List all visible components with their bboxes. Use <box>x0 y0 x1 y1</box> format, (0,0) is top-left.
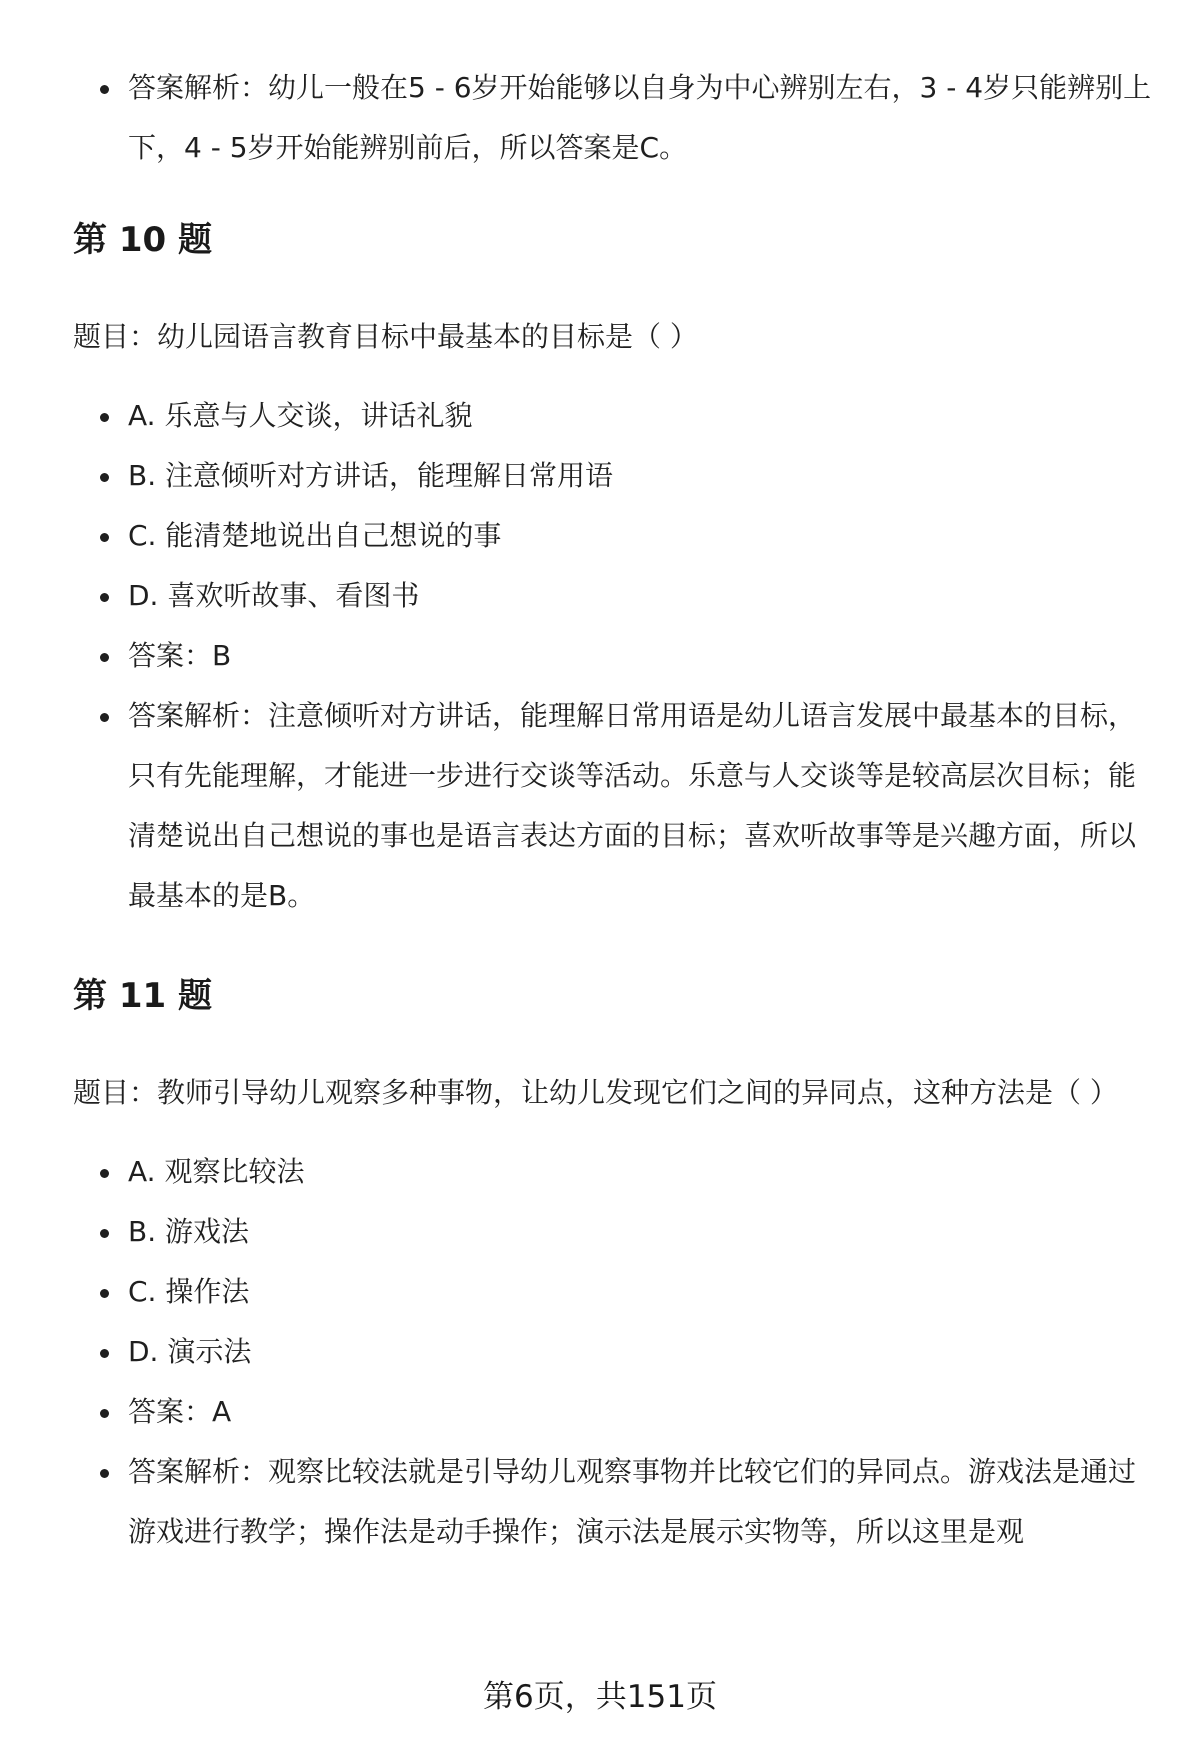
question-10-option-b: B. 注意倾听对方讲话，能理解日常用语 <box>73 446 1163 506</box>
question-10-option-a: A. 乐意与人交谈，讲话礼貌 <box>73 386 1163 446</box>
question-10-option-d: D. 喜欢听故事、看图书 <box>73 566 1163 626</box>
question-11-stem: 题目：教师引导幼儿观察多种事物，让幼儿发现它们之间的异同点，这种方法是（ ） <box>73 1076 1118 1109</box>
question-11-option-b: B. 游戏法 <box>73 1202 1163 1262</box>
page-number-footer: 第6页，共151页 <box>483 1679 717 1715</box>
page-content <box>73 58 1163 1562</box>
question-11-list <box>73 1142 1163 1562</box>
question-10-option-c: C. 能清楚地说出自己想说的事 <box>73 506 1163 566</box>
previous-explanation: 答案解析：幼儿一般在5 - 6岁开始能够以自身为中心辨别左右，3 - 4岁只能辨别上下，4 - 5岁开始能辨别前后，所以答案是C。 <box>73 58 1163 178</box>
question-11-answer: 答案：A <box>73 1382 1163 1442</box>
question-10-stem: 题目：幼儿园语言教育目标中最基本的目标是（ ） <box>73 320 698 353</box>
question-11-option-d: D. 演示法 <box>73 1322 1163 1382</box>
question-11-option-c: C. 操作法 <box>73 1262 1163 1322</box>
question-10-answer: 答案：B <box>73 626 1163 686</box>
question-11-option-a: A. 观察比较法 <box>73 1142 1163 1202</box>
question-11 <box>73 972 1163 1562</box>
question-10-list <box>73 386 1163 926</box>
question-11-explanation: 答案解析：观察比较法就是引导幼儿观察事物并比较它们的异同点。游戏法是通过游戏进行教学；操作法是动手操作；演示法是展示实物等，所以这里是观 <box>73 1442 1163 1562</box>
question-10-explanation: 答案解析：注意倾听对方讲话，能理解日常用语是幼儿语言发展中最基本的目标，只有先能理解，才能进一步进行交谈等活动。乐意与人交谈等是较高层次目标；能清楚说出自己想说的事也是语言表达方面的目标；喜欢听故事等是兴趣方面，所以最基本的是B。 <box>73 686 1163 926</box>
question-10-heading: 第 10 题 <box>73 220 212 260</box>
question-11-heading: 第 11 题 <box>73 976 212 1016</box>
previous-question-tail <box>73 58 1163 178</box>
question-10 <box>73 216 1163 926</box>
